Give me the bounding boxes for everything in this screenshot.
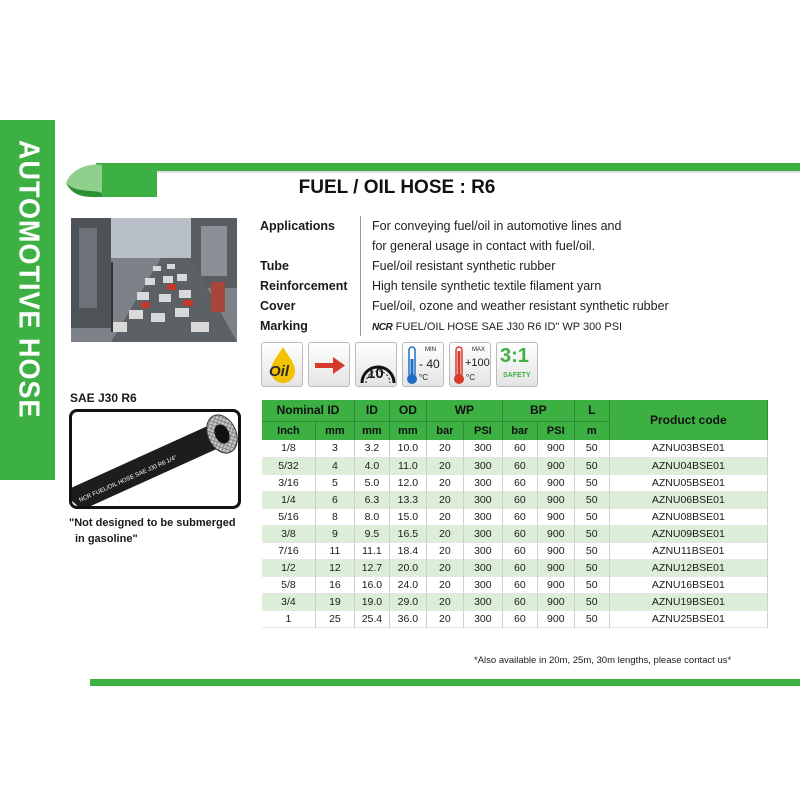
table-cell: 1/8 — [262, 440, 315, 457]
table-row — [262, 474, 768, 491]
spec-divider — [360, 236, 368, 256]
table-cell: 50 — [574, 559, 609, 576]
table-cell: 16.5 — [389, 525, 426, 542]
note-line: "Not designed to be submerged — [69, 517, 236, 529]
marking-logo: NCR — [372, 322, 393, 333]
table-cell: 20 — [426, 508, 463, 525]
table-cell: 60 — [502, 576, 537, 593]
spec-value: Fuel/oil resistant synthetic rubber — [372, 259, 556, 273]
traffic-photo — [71, 218, 237, 342]
bend-radius-icon — [355, 342, 397, 387]
hose-print: NCR FUEL/OIL HOSE SAE J30 R6 1/4" — [78, 455, 178, 504]
table-cell: AZNU11BSE01 — [609, 542, 767, 559]
table-row — [262, 508, 768, 525]
table-cell: 60 — [502, 525, 537, 542]
table-cell: AZNU19BSE01 — [609, 593, 767, 610]
hose-image — [69, 409, 241, 509]
table-cell: 5.0 — [354, 474, 389, 491]
table-cell: 900 — [537, 491, 574, 508]
footnote: *Also available in 20m, 25m, 30m lengths, please contact us* — [474, 655, 732, 666]
table-cell: 20 — [426, 610, 463, 627]
side-title: AUTOMOTIVE HOSE — [13, 140, 45, 419]
table-cell: 9 — [315, 525, 354, 542]
table-cell: 11 — [315, 542, 354, 559]
table-cell: 900 — [537, 508, 574, 525]
table-cell: 16 — [315, 576, 354, 593]
unit-bar: bar — [426, 421, 463, 440]
spec-row — [260, 276, 669, 296]
table-cell: 3/4 — [262, 593, 315, 610]
table-cell: 4 — [315, 457, 354, 474]
table-cell: 60 — [502, 508, 537, 525]
spec-row — [260, 316, 669, 338]
table-cell: 20 — [426, 440, 463, 457]
table-cell: AZNU16BSE01 — [609, 576, 767, 593]
col-length: L — [574, 400, 609, 421]
unit-mm: mm — [389, 421, 426, 440]
table-cell: 8.0 — [354, 508, 389, 525]
spec-row — [260, 236, 669, 256]
table-cell: 900 — [537, 440, 574, 457]
table-cell: 6 — [315, 491, 354, 508]
spec-label: Cover — [260, 299, 296, 313]
table-cell: 50 — [574, 610, 609, 627]
table-cell: 20 — [426, 457, 463, 474]
table-row — [262, 542, 768, 559]
table-cell: 11.0 — [389, 457, 426, 474]
table-cell: 20 — [426, 491, 463, 508]
table-cell: 50 — [574, 491, 609, 508]
min-temp-caption: MIN — [425, 347, 436, 353]
table-cell: 900 — [537, 542, 574, 559]
table-cell: 20 — [426, 474, 463, 491]
feature-icons — [261, 342, 538, 387]
unit-m: m — [574, 421, 609, 440]
table-cell: 19.0 — [354, 593, 389, 610]
table-cell: 300 — [463, 491, 502, 508]
table-cell: 900 — [537, 576, 574, 593]
table-cell: 5 — [315, 474, 354, 491]
page-curl-icon — [62, 163, 110, 209]
table-cell: AZNU09BSE01 — [609, 525, 767, 542]
table-cell: 7/16 — [262, 542, 315, 559]
table-row — [262, 559, 768, 576]
table-cell: 5/8 — [262, 576, 315, 593]
table-cell: 50 — [574, 593, 609, 610]
table-cell: 12.7 — [354, 559, 389, 576]
table-cell: 1/2 — [262, 559, 315, 576]
col-bp: BP — [502, 400, 574, 421]
table-header-row — [262, 400, 768, 421]
table-cell: 900 — [537, 559, 574, 576]
table-cell: 20 — [426, 542, 463, 559]
spec-divider — [360, 296, 368, 316]
table-cell: 3 — [315, 440, 354, 457]
table-cell: 18.4 — [389, 542, 426, 559]
table-cell: 20 — [426, 559, 463, 576]
table-cell: 300 — [463, 542, 502, 559]
safety-icon — [496, 342, 538, 387]
table-row — [262, 440, 768, 457]
table-cell: AZNU05BSE01 — [609, 474, 767, 491]
table-cell: 900 — [537, 457, 574, 474]
table-cell: 16.0 — [354, 576, 389, 593]
table-cell: AZNU25BSE01 — [609, 610, 767, 627]
table-cell: 60 — [502, 474, 537, 491]
max-temp-unit: °C — [466, 373, 475, 382]
table-cell: 3/8 — [262, 525, 315, 542]
table-cell: 8 — [315, 508, 354, 525]
table-cell: 50 — [574, 525, 609, 542]
table-row — [262, 525, 768, 542]
oil-label: Oil — [269, 363, 290, 380]
table-cell: AZNU06BSE01 — [609, 491, 767, 508]
spec-label: Marking — [260, 319, 308, 333]
table-cell: 300 — [463, 593, 502, 610]
table-cell: 3/16 — [262, 474, 315, 491]
table-cell: 10.0 — [389, 440, 426, 457]
table-cell: 11.1 — [354, 542, 389, 559]
table-cell: 60 — [502, 542, 537, 559]
page-title: FUEL / OIL HOSE : R6 — [298, 177, 496, 198]
oil-icon — [261, 342, 303, 387]
table-cell: 60 — [502, 559, 537, 576]
unit-psi: PSI — [463, 421, 502, 440]
table-cell: 300 — [463, 610, 502, 627]
col-id: ID — [354, 400, 389, 421]
spec-row — [260, 216, 669, 236]
table-cell: 900 — [537, 610, 574, 627]
max-temp-icon — [449, 342, 491, 387]
spec-row — [260, 296, 669, 316]
spec-label: Tube — [260, 259, 289, 273]
spec-value — [368, 316, 622, 338]
warning-note — [69, 515, 236, 547]
spec-value: for general usage in contact with fuel/oil. — [372, 239, 596, 253]
table-cell: 300 — [463, 440, 502, 457]
table-row — [262, 593, 768, 610]
table-cell: 900 — [537, 525, 574, 542]
table-cell: 60 — [502, 440, 537, 457]
table-cell: 60 — [502, 610, 537, 627]
min-temp-unit: °C — [419, 373, 428, 382]
unit-bar: bar — [502, 421, 537, 440]
table-row — [262, 491, 768, 508]
table-cell: 50 — [574, 440, 609, 457]
table-cell: 19 — [315, 593, 354, 610]
table-cell: 60 — [502, 457, 537, 474]
spec-value: Fuel/oil, ozone and weather resistant synthetic rubber — [372, 299, 669, 313]
table-cell: 25.4 — [354, 610, 389, 627]
min-temp-icon — [402, 342, 444, 387]
table-cell: 50 — [574, 508, 609, 525]
col-od: OD — [389, 400, 426, 421]
table-cell: 300 — [463, 508, 502, 525]
spec-label — [260, 236, 360, 256]
table-cell: 60 — [502, 491, 537, 508]
spec-divider — [360, 216, 368, 236]
table-cell: 20 — [426, 576, 463, 593]
table-row — [262, 610, 768, 627]
table-cell: 300 — [463, 576, 502, 593]
table-cell: 900 — [537, 593, 574, 610]
table-cell: AZNU03BSE01 — [609, 440, 767, 457]
table-cell: 50 — [574, 457, 609, 474]
table-cell: 15.0 — [389, 508, 426, 525]
table-row — [262, 457, 768, 474]
table-cell: 300 — [463, 457, 502, 474]
unit-inch: Inch — [262, 421, 315, 440]
table-cell: 5/16 — [262, 508, 315, 525]
unit-mm: mm — [354, 421, 389, 440]
spec-divider — [360, 276, 368, 296]
table-cell: 25 — [315, 610, 354, 627]
table-cell: 1 — [262, 610, 315, 627]
marking-text: FUEL/OIL HOSE SAE J30 R6 ID" WP 300 PSI — [395, 321, 623, 333]
max-temp-value: +100 — [465, 357, 490, 369]
table-cell: 20 — [426, 525, 463, 542]
table-cell: AZNU04BSE01 — [609, 457, 767, 474]
note-line: in gasoline" — [75, 533, 138, 545]
col-wp: WP — [426, 400, 502, 421]
spec-label: Applications — [260, 219, 336, 233]
col-nominal-id: Nominal ID — [262, 400, 354, 421]
table-cell: 9.5 — [354, 525, 389, 542]
table-cell: 300 — [463, 474, 502, 491]
arrow-icon — [308, 342, 350, 387]
table-cell: 50 — [574, 576, 609, 593]
table-cell: 12.0 — [389, 474, 426, 491]
table-cell: 20 — [426, 593, 463, 610]
spec-row — [260, 256, 669, 276]
table-row — [262, 576, 768, 593]
spec-divider — [360, 316, 368, 336]
table-cell: 20.0 — [389, 559, 426, 576]
table-cell: AZNU08BSE01 — [609, 508, 767, 525]
table-cell: 300 — [463, 525, 502, 542]
table-cell: 50 — [574, 474, 609, 491]
table-cell: 50 — [574, 542, 609, 559]
table-cell: 36.0 — [389, 610, 426, 627]
table-cell: 24.0 — [389, 576, 426, 593]
table-cell: 6.3 — [354, 491, 389, 508]
bottom-bar — [90, 679, 800, 686]
min-temp-value: - 40 — [419, 357, 440, 371]
table-cell: AZNU12BSE01 — [609, 559, 767, 576]
col-product-code: Product code — [609, 400, 767, 440]
spec-divider — [360, 256, 368, 276]
spec-value: High tensile synthetic textile filament yarn — [372, 279, 602, 293]
title-bar — [62, 163, 800, 209]
table-cell: 300 — [463, 559, 502, 576]
table-cell: 1/4 — [262, 491, 315, 508]
max-temp-caption: MAX — [472, 347, 486, 353]
table-cell: 4.0 — [354, 457, 389, 474]
safety-ratio: 3:1 — [500, 345, 529, 367]
unit-psi: PSI — [537, 421, 574, 440]
size-table — [262, 400, 768, 628]
table-cell: 60 — [502, 593, 537, 610]
table-cell: 29.0 — [389, 593, 426, 610]
safety-caption: SAFETY — [503, 372, 531, 379]
table-cell: 5/32 — [262, 457, 315, 474]
table-cell: 13.3 — [389, 491, 426, 508]
spec-value: For conveying fuel/oil in automotive lines and — [372, 219, 622, 233]
sae-label: SAE J30 R6 — [70, 391, 137, 405]
spec-label: Reinforcement — [260, 279, 348, 293]
table-cell: 3.2 — [354, 440, 389, 457]
bend-radius-value: 10 — [367, 365, 384, 382]
unit-mm: mm — [315, 421, 354, 440]
spec-list — [260, 216, 669, 338]
table-cell: 12 — [315, 559, 354, 576]
table-cell: 900 — [537, 474, 574, 491]
